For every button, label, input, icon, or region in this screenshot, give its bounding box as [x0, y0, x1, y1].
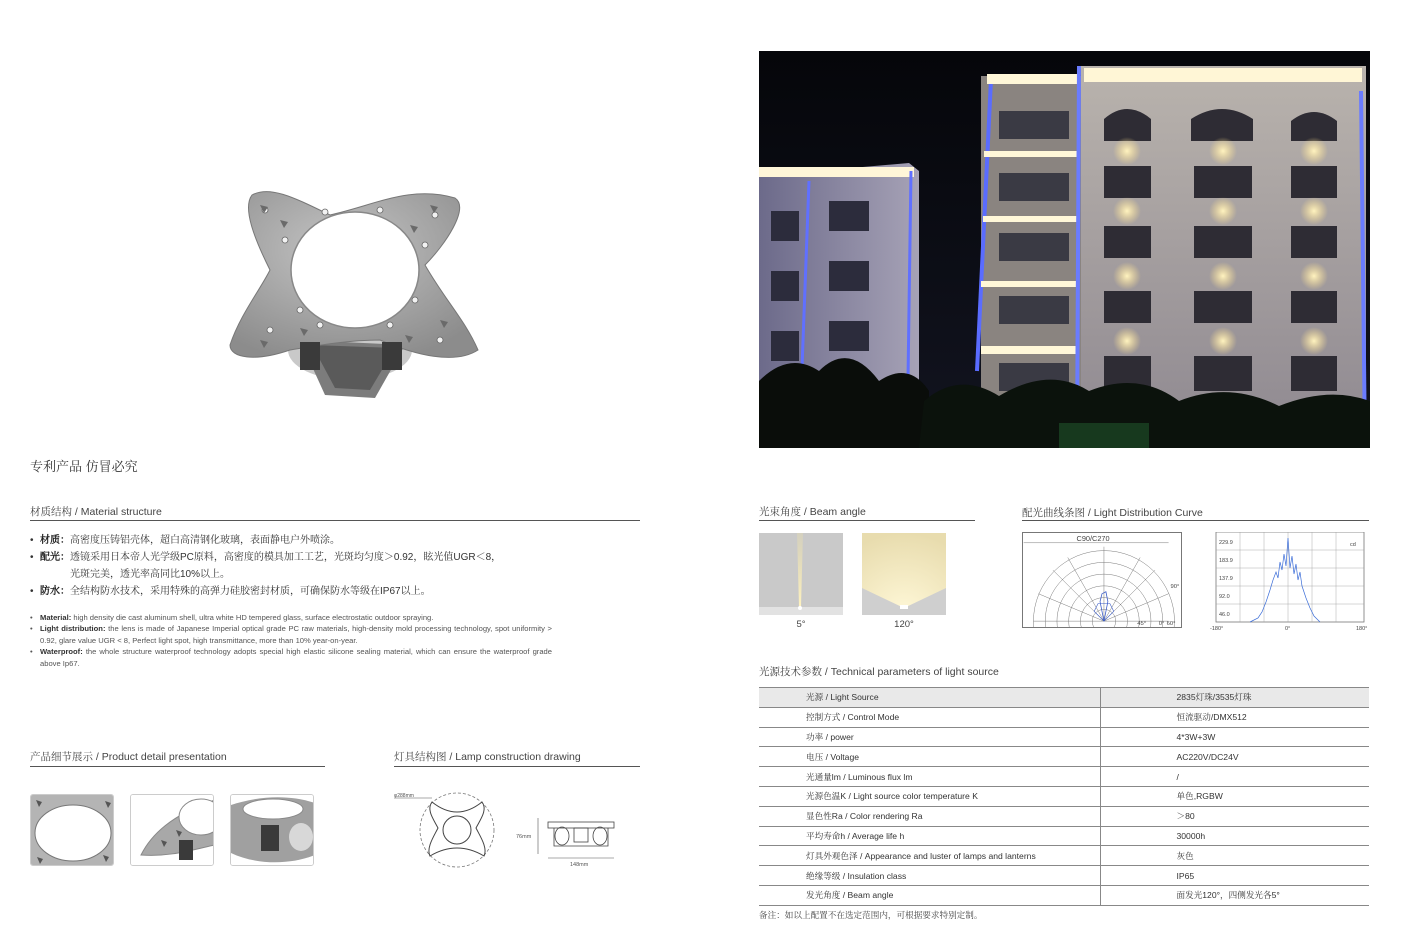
- product-hero-image: [200, 170, 510, 420]
- spec-value: 2835灯珠/3535灯珠: [1100, 688, 1369, 708]
- cart-unit: cd: [1350, 542, 1356, 548]
- detail-thumbnail[interactable]: [130, 794, 214, 866]
- polar-bottom-60: 60°: [1166, 621, 1176, 628]
- beam-wide-diagram: [862, 533, 946, 615]
- detail-thumbnail-image: [131, 795, 214, 866]
- table-row: [759, 846, 1369, 866]
- beam-section-title: 光束角度 / Beam angle: [759, 506, 866, 518]
- spec-key: 光通量lm / Luminous flux lm: [759, 767, 1100, 787]
- detail-thumbnail-image: [231, 795, 314, 866]
- polar-bottom-45: 45°: [1137, 621, 1147, 628]
- curve-divider: [1022, 520, 1369, 521]
- spec-table: [759, 687, 1369, 906]
- table-row: [759, 786, 1369, 806]
- material-cn-item: • 配光：透镜采用日本帝人光学级PC原料，高密度的模具加工工艺，光斑均匀度＞0.92，眩光值UGR＜8，: [30, 552, 502, 563]
- detail-thumbnail[interactable]: [30, 794, 114, 866]
- spec-key: 平均寿命h / Average life h: [759, 826, 1100, 846]
- spec-key: 光源 / Light Source: [759, 688, 1100, 708]
- table-row: [759, 727, 1369, 747]
- beam-narrow-label: 5°: [796, 619, 806, 630]
- spec-key: 灯具外观色泽 / Appearance and luster of lamps and lanterns: [759, 846, 1100, 866]
- polar-bottom-0: 0°: [1158, 621, 1165, 628]
- table-row: [759, 866, 1369, 886]
- cart-y-tick: 46.0: [1219, 612, 1230, 618]
- cart-y-tick: 137.9: [1219, 576, 1233, 582]
- table-row: [759, 767, 1369, 787]
- beam-divider: [759, 520, 975, 521]
- spec-value: 灰色: [1100, 846, 1369, 866]
- dim-width-label: 148mm: [570, 862, 589, 868]
- spec-value: 4*3W+3W: [1100, 727, 1369, 747]
- material-en-item: • Material: high density die cast aluminum shell, ultra white HD tempered glass, surface electrostatic outdoor spraying.: [30, 613, 434, 622]
- cart-y-tick: 183.9: [1219, 558, 1233, 564]
- material-en-item: • Waterproof: the whole structure waterproof technology adopts special high elastic silicone sealing material, which can ensure the waterproof grade above Ip67.: [30, 647, 552, 668]
- construction-top-view: [392, 790, 502, 870]
- spec-key: 显色性Ra / Color rendering Ra: [759, 806, 1100, 826]
- detail-divider: [30, 766, 325, 767]
- material-cn-list: [30, 532, 640, 600]
- spec-key: 绝缘等级 / Insulation class: [759, 866, 1100, 886]
- beam-narrow-diagram: [759, 533, 843, 615]
- construction-side-view: [512, 812, 622, 872]
- table-row: [759, 688, 1369, 708]
- material-en-item: • Light distribution: the lens is made of Japanese Imperial optical grade PC raw materials, high-density mold processing technology, spot uniformity > 0.92, glare value UGR < 8, Perfect light spot, high transmittance, more than 10% year-on-year.: [30, 624, 552, 645]
- table-row: [759, 885, 1369, 905]
- spec-value: 恒流驱动/DMX512: [1100, 707, 1369, 727]
- spec-value: 面发光120°，四侧发光各5°: [1100, 885, 1369, 905]
- spec-key: 控制方式 / Control Mode: [759, 707, 1100, 727]
- spec-key: 发光角度 / Beam angle: [759, 885, 1100, 905]
- spec-note: 备注：如以上配置不在选定范围内，可根据要求特别定制。: [759, 910, 983, 920]
- spec-key: 电压 / Voltage: [759, 747, 1100, 767]
- spec-section-title: 光源技术参数 / Technical parameters of light source: [759, 666, 999, 678]
- construction-divider: [394, 766, 640, 767]
- polar-title: C90/C270: [1076, 533, 1110, 543]
- cart-y-tick: 92.0: [1219, 594, 1230, 600]
- table-row: [759, 747, 1369, 767]
- table-row: [759, 826, 1369, 846]
- material-section-title: 材质结构 / Material structure: [30, 506, 162, 518]
- detail-section-title: 产品细节展示 / Product detail presentation: [30, 751, 227, 763]
- material-en-list: [30, 612, 552, 669]
- spec-value: 30000h: [1100, 826, 1369, 846]
- cart-x-tick: 0°: [1285, 626, 1291, 632]
- cartesian-distribution-chart: [1210, 532, 1370, 632]
- cart-y-tick: 229.9: [1219, 540, 1233, 546]
- material-cn-item: • 材质：高密度压铸铝壳体，超白高清钢化玻璃，表面静电户外喷涂。: [30, 535, 340, 546]
- detail-thumbnail[interactable]: [230, 794, 314, 866]
- building-night-photo: [759, 51, 1370, 448]
- spec-value: /: [1100, 767, 1369, 787]
- spec-value: ＞80: [1100, 806, 1369, 826]
- cart-x-tick: 180°: [1356, 626, 1368, 632]
- table-row: [759, 806, 1369, 826]
- beam-wide-label: 120°: [894, 619, 914, 630]
- polar-distribution-chart: [1022, 532, 1182, 628]
- spec-value: 单色,RGBW: [1100, 786, 1369, 806]
- material-divider: [30, 520, 640, 521]
- spec-value: AC220V/DC24V: [1100, 747, 1369, 767]
- detail-thumbnail-image: [31, 795, 114, 866]
- table-row: [759, 707, 1369, 727]
- spec-key: 光源色温K / Light source color temperature K: [759, 786, 1100, 806]
- spec-value: IP65: [1100, 866, 1369, 886]
- curve-section-title: 配光曲线条图 / Light Distribution Curve: [1022, 507, 1203, 519]
- construction-section-title: 灯具结构图 / Lamp construction drawing: [394, 751, 581, 763]
- cart-x-tick: -180°: [1210, 626, 1224, 632]
- spec-key: 功率 / power: [759, 727, 1100, 747]
- patent-notice: 专利产品 仿冒必究: [30, 459, 138, 474]
- dim-diameter-label: φ288mm: [394, 793, 414, 799]
- material-cn-item-continuation: 光斑完美，透光率高同比10%以上。: [70, 569, 231, 580]
- material-cn-item: • 防水：全结构防水技术，采用特殊的高弹力硅胶密封材质，可确保防水等级在IP67以上。: [30, 586, 431, 597]
- polar-right-label: 90°: [1170, 583, 1180, 590]
- dim-height-label: 76mm: [516, 834, 532, 840]
